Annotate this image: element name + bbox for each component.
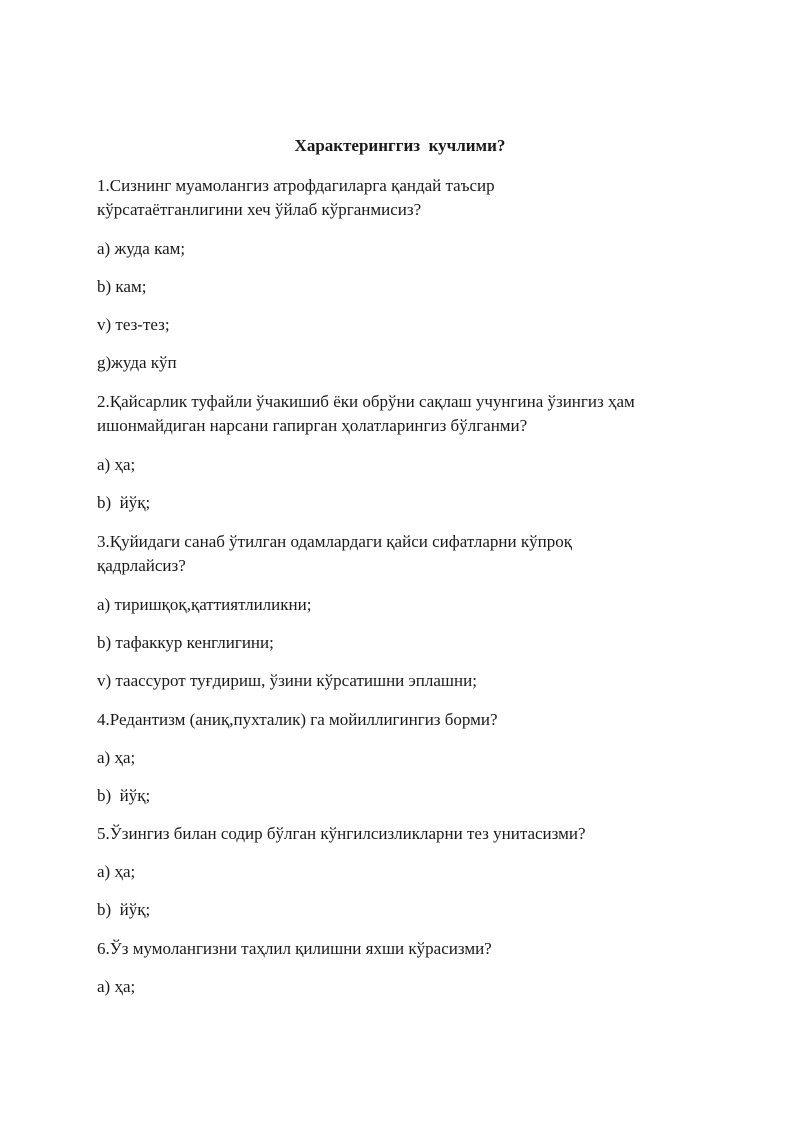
question-2-option-b: b) йўқ; <box>97 493 151 512</box>
question-5-option-a: a) ҳа; <box>97 862 136 881</box>
question-4-option-b: b) йўқ; <box>97 786 151 805</box>
question-6-option-a: a) ҳа; <box>97 977 136 996</box>
document-title: Характеринггиз кучлими? <box>294 136 506 155</box>
question-1-text-line-2: кўрсатаётганлигини хеч ўйлаб кўрганмисиз? <box>97 200 422 219</box>
question-2-text-line-1: 2.Қайсарлик туфайли ўчакишиб ёки обрўни сақлаш учунгина ўзингиз ҳам <box>97 392 635 411</box>
question-3-option-v: v) таассурот туғдириш, ўзини кўрсатишни эплашни; <box>97 671 477 690</box>
question-1-text-line-1: 1.Сизнинг муамолангиз атрофдагиларга қандай таъсир <box>97 176 495 195</box>
question-5-option-b: b) йўқ; <box>97 900 151 919</box>
question-1-option-g: g)жуда кўп <box>97 353 177 372</box>
question-1-option-a: a) жуда кам; <box>97 239 186 258</box>
question-3-text-line-1: 3.Қуйидаги санаб ўтилган одамлардаги қайси сифатларни кўпроқ <box>97 532 572 551</box>
question-4-text: 4.Редантизм (аниқ,пухталик) га мойиллигингиз борми? <box>97 710 498 729</box>
question-2-text-line-2: ишонмайдиган нарсани гапирган ҳолатларингиз бўлганми? <box>97 416 528 435</box>
question-5-text: 5.Ўзингиз билан содир бўлган кўнгилсизликларни тез унитасизми? <box>97 824 586 843</box>
question-3-option-a: a) тиришқоқ,қаттиятлиликни; <box>97 595 312 614</box>
question-3-option-b: b) тафаккур кенглигини; <box>97 633 274 652</box>
question-1-option-b: b) кам; <box>97 277 147 296</box>
question-1-option-v: v) тез-тез; <box>97 315 170 334</box>
question-6-text: 6.Ўз мумолангизни таҳлил қилишни яхши кўрасизми? <box>97 939 492 958</box>
question-2-option-a: a) ҳа; <box>97 455 136 474</box>
question-4-option-a: a) ҳа; <box>97 748 136 767</box>
question-3-text-line-2: қадрлайсиз? <box>97 556 186 575</box>
